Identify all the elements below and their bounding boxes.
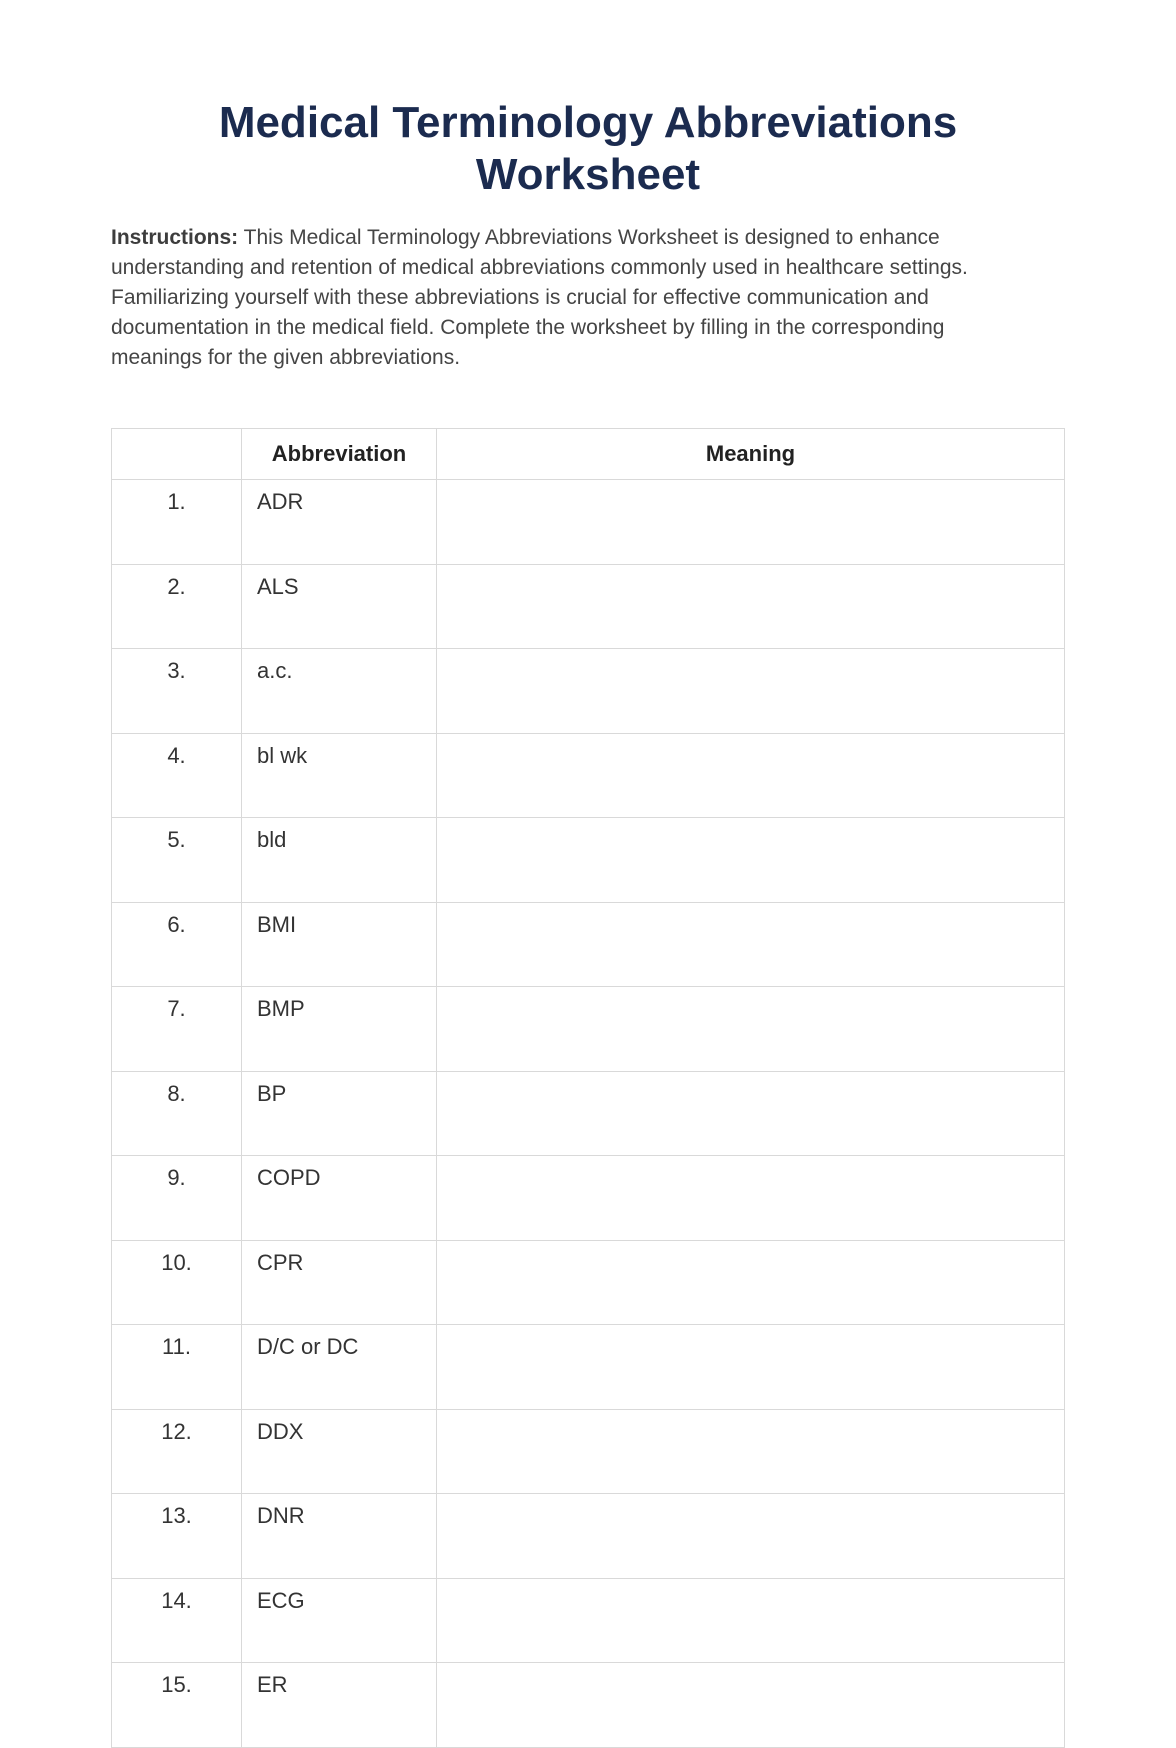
abbreviation-cell: DNR: [242, 1494, 437, 1579]
table-row: [112, 902, 1065, 987]
page-title: Medical Terminology Abbreviations Worksheet: [218, 98, 958, 199]
row-number-cell: 2.: [112, 564, 242, 649]
row-number-cell: 7.: [112, 987, 242, 1072]
row-number-cell: 13.: [112, 1494, 242, 1579]
meaning-cell: [437, 1071, 1065, 1156]
table-row: [112, 1325, 1065, 1410]
table-row: [112, 649, 1065, 734]
abbreviation-cell: a.c.: [242, 649, 437, 734]
meaning-cell: [437, 1494, 1065, 1579]
meaning-cell: [437, 1409, 1065, 1494]
meaning-cell: [437, 480, 1065, 565]
meaning-cell: [437, 902, 1065, 987]
instructions-text: This Medical Terminology Abbreviations Worksheet is designed to enhance understanding and retention of medical abbreviations commonly used in healthcare settings. Familiarizing yourself with these abbreviations is crucial for effective communication and documentation in the medical field. Complete the worksheet by filling in the corresponding meanings for the given abbreviations.: [111, 226, 968, 369]
abbreviation-cell: BMI: [242, 902, 437, 987]
row-number-cell: 14.: [112, 1578, 242, 1663]
row-number-cell: 4.: [112, 733, 242, 818]
meaning-cell: [437, 564, 1065, 649]
table-row: [112, 1071, 1065, 1156]
table-header-row: [112, 429, 1065, 480]
table-row: [112, 1156, 1065, 1241]
meaning-cell: [437, 987, 1065, 1072]
abbreviation-cell: COPD: [242, 1156, 437, 1241]
meaning-cell: [437, 1156, 1065, 1241]
abbreviation-cell: ADR: [242, 480, 437, 565]
row-number-cell: 9.: [112, 1156, 242, 1241]
table-row: [112, 1240, 1065, 1325]
worksheet-page: [111, 0, 1065, 1748]
row-number-cell: 10.: [112, 1240, 242, 1325]
row-number-cell: 11.: [112, 1325, 242, 1410]
meaning-cell: [437, 1663, 1065, 1748]
row-number-cell: 8.: [112, 1071, 242, 1156]
table-row: [112, 733, 1065, 818]
row-number-cell: 6.: [112, 902, 242, 987]
table-row: [112, 818, 1065, 903]
abbreviation-cell: ALS: [242, 564, 437, 649]
abbreviation-cell: bl wk: [242, 733, 437, 818]
abbreviation-cell: DDX: [242, 1409, 437, 1494]
table-row: [112, 1494, 1065, 1579]
header-cell-meaning: Meaning: [437, 429, 1065, 480]
table-row: [112, 1409, 1065, 1494]
meaning-cell: [437, 733, 1065, 818]
abbreviation-cell: CPR: [242, 1240, 437, 1325]
table-row: [112, 987, 1065, 1072]
meaning-cell: [437, 1325, 1065, 1410]
table-row: [112, 1578, 1065, 1663]
instructions-paragraph: [111, 223, 1041, 373]
table-header: [112, 429, 1065, 480]
meaning-cell: [437, 818, 1065, 903]
row-number-cell: 1.: [112, 480, 242, 565]
abbreviation-cell: ER: [242, 1663, 437, 1748]
instructions-label: Instructions:: [111, 226, 239, 249]
abbreviation-cell: BP: [242, 1071, 437, 1156]
abbreviations-table: [111, 428, 1065, 1748]
abbreviation-cell: ECG: [242, 1578, 437, 1663]
table-body: [112, 480, 1065, 1748]
meaning-cell: [437, 1240, 1065, 1325]
table-row: [112, 1663, 1065, 1748]
row-number-cell: 15.: [112, 1663, 242, 1748]
row-number-cell: 5.: [112, 818, 242, 903]
abbreviation-cell: BMP: [242, 987, 437, 1072]
abbreviation-cell: D/C or DC: [242, 1325, 437, 1410]
abbreviation-cell: bld: [242, 818, 437, 903]
header-cell-abbreviation: Abbreviation: [242, 429, 437, 480]
header-cell-number: [112, 429, 242, 480]
meaning-cell: [437, 1578, 1065, 1663]
table-row: [112, 480, 1065, 565]
table-row: [112, 564, 1065, 649]
row-number-cell: 3.: [112, 649, 242, 734]
meaning-cell: [437, 649, 1065, 734]
row-number-cell: 12.: [112, 1409, 242, 1494]
